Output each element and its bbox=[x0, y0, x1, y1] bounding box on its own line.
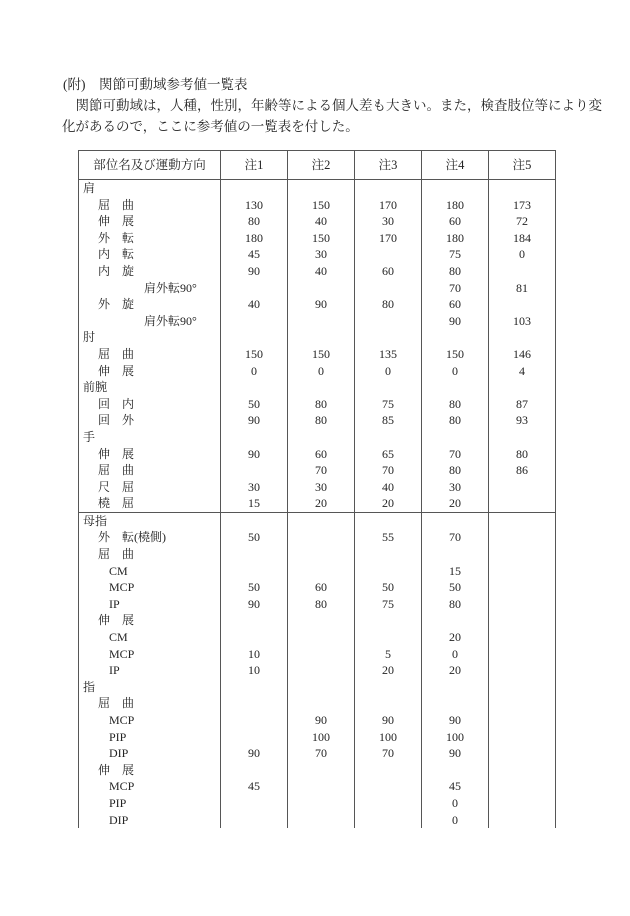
cell-value bbox=[355, 546, 422, 563]
cell-value bbox=[221, 712, 288, 729]
row-label: 手 bbox=[79, 429, 221, 446]
table-header-row bbox=[79, 151, 556, 180]
table-row bbox=[79, 662, 556, 679]
cell-value bbox=[489, 778, 556, 795]
table-row bbox=[79, 213, 556, 230]
cell-value: 90 bbox=[422, 745, 489, 762]
cell-value: 0 bbox=[422, 812, 489, 829]
cell-value bbox=[221, 379, 288, 396]
cell-value: 150 bbox=[422, 346, 489, 363]
cell-value bbox=[288, 762, 355, 779]
table-row bbox=[79, 529, 556, 546]
row-label: DIP bbox=[79, 745, 221, 762]
table-row bbox=[79, 762, 556, 779]
cell-value bbox=[355, 679, 422, 696]
row-label: 伸 展 bbox=[79, 213, 221, 230]
cell-value: 80 bbox=[221, 213, 288, 230]
table-row bbox=[79, 563, 556, 580]
row-label: 前腕 bbox=[79, 379, 221, 396]
cell-value bbox=[288, 563, 355, 580]
cell-value: 70 bbox=[288, 745, 355, 762]
table-row bbox=[79, 263, 556, 280]
cell-value: 20 bbox=[422, 495, 489, 512]
table-row bbox=[79, 479, 556, 496]
table-row bbox=[79, 346, 556, 363]
cell-value: 60 bbox=[422, 296, 489, 313]
cell-value: 30 bbox=[422, 479, 489, 496]
cell-value: 80 bbox=[288, 596, 355, 613]
cell-value: 90 bbox=[288, 296, 355, 313]
header-col-note5: 注5 bbox=[489, 151, 556, 179]
cell-value bbox=[221, 679, 288, 696]
cell-value bbox=[355, 612, 422, 629]
cell-value: 90 bbox=[221, 263, 288, 280]
table-row bbox=[79, 579, 556, 596]
row-label: PIP bbox=[79, 729, 221, 746]
header-col-note4: 注4 bbox=[422, 151, 489, 179]
cell-value bbox=[221, 280, 288, 297]
cell-value bbox=[221, 513, 288, 530]
cell-value: 75 bbox=[355, 596, 422, 613]
cell-value bbox=[489, 563, 556, 580]
table-row bbox=[79, 695, 556, 712]
cell-value: 85 bbox=[355, 412, 422, 429]
cell-value: 55 bbox=[355, 529, 422, 546]
cell-value: 180 bbox=[221, 230, 288, 247]
cell-value: 70 bbox=[288, 462, 355, 479]
cell-value bbox=[422, 379, 489, 396]
cell-value: 70 bbox=[422, 446, 489, 463]
cell-value: 80 bbox=[288, 412, 355, 429]
cell-value bbox=[288, 795, 355, 812]
table-row bbox=[79, 429, 556, 446]
cell-value bbox=[489, 662, 556, 679]
cell-value bbox=[288, 379, 355, 396]
cell-value bbox=[489, 579, 556, 596]
cell-value: 75 bbox=[422, 246, 489, 263]
cell-value: 100 bbox=[422, 729, 489, 746]
table-row bbox=[79, 379, 556, 396]
row-label: DIP bbox=[79, 812, 221, 829]
table-section-upper-limb bbox=[79, 180, 556, 513]
row-label: IP bbox=[79, 662, 221, 679]
document-title: (附) 関節可動域参考値一覧表 bbox=[63, 77, 248, 92]
cell-value bbox=[489, 479, 556, 496]
cell-value: 10 bbox=[221, 646, 288, 663]
cell-value bbox=[288, 812, 355, 829]
cell-value bbox=[288, 546, 355, 563]
row-label: PIP bbox=[79, 795, 221, 812]
table-row bbox=[79, 462, 556, 479]
row-label: 外 旋 bbox=[79, 296, 221, 313]
cell-value bbox=[489, 180, 556, 197]
cell-value bbox=[489, 762, 556, 779]
rom-reference-table bbox=[78, 150, 556, 828]
table-row bbox=[79, 712, 556, 729]
cell-value bbox=[355, 695, 422, 712]
cell-value: 90 bbox=[422, 313, 489, 330]
table-row bbox=[79, 329, 556, 346]
cell-value bbox=[221, 329, 288, 346]
cell-value: 50 bbox=[221, 529, 288, 546]
row-label: CM bbox=[79, 563, 221, 580]
table-row bbox=[79, 230, 556, 247]
cell-value bbox=[221, 546, 288, 563]
cell-value: 80 bbox=[422, 412, 489, 429]
cell-value bbox=[221, 429, 288, 446]
cell-value: 103 bbox=[489, 313, 556, 330]
header-col-note3: 注3 bbox=[355, 151, 422, 179]
cell-value: 0 bbox=[422, 363, 489, 380]
table-row bbox=[79, 396, 556, 413]
cell-value bbox=[288, 646, 355, 663]
row-label: MCP bbox=[79, 579, 221, 596]
cell-value bbox=[288, 280, 355, 297]
cell-value: 45 bbox=[221, 778, 288, 795]
table-row bbox=[79, 646, 556, 663]
row-label: MCP bbox=[79, 712, 221, 729]
row-label: 回 外 bbox=[79, 412, 221, 429]
cell-value: 81 bbox=[489, 280, 556, 297]
cell-value bbox=[489, 596, 556, 613]
cell-value: 150 bbox=[288, 346, 355, 363]
cell-value: 150 bbox=[288, 230, 355, 247]
cell-value: 90 bbox=[221, 446, 288, 463]
cell-value bbox=[355, 379, 422, 396]
row-label: 肩 bbox=[79, 180, 221, 197]
cell-value: 10 bbox=[221, 662, 288, 679]
cell-value: 15 bbox=[422, 563, 489, 580]
cell-value bbox=[355, 280, 422, 297]
cell-value: 90 bbox=[422, 712, 489, 729]
cell-value: 50 bbox=[221, 579, 288, 596]
cell-value: 80 bbox=[288, 396, 355, 413]
cell-value: 70 bbox=[422, 280, 489, 297]
cell-value bbox=[489, 745, 556, 762]
row-label: 屈 曲 bbox=[79, 346, 221, 363]
cell-value: 87 bbox=[489, 396, 556, 413]
row-label: 回 内 bbox=[79, 396, 221, 413]
table-row bbox=[79, 495, 556, 512]
cell-value: 135 bbox=[355, 346, 422, 363]
cell-value bbox=[422, 695, 489, 712]
table-row bbox=[79, 313, 556, 330]
cell-value: 50 bbox=[221, 396, 288, 413]
cell-value bbox=[221, 695, 288, 712]
table-row bbox=[79, 612, 556, 629]
cell-value: 30 bbox=[221, 479, 288, 496]
cell-value: 20 bbox=[355, 495, 422, 512]
cell-value bbox=[489, 795, 556, 812]
cell-value bbox=[221, 795, 288, 812]
row-label: 屈 曲 bbox=[79, 695, 221, 712]
cell-value bbox=[489, 629, 556, 646]
cell-value bbox=[422, 546, 489, 563]
table-row bbox=[79, 513, 556, 530]
table-row bbox=[79, 446, 556, 463]
row-label: 内 旋 bbox=[79, 263, 221, 280]
row-label: 伸 展 bbox=[79, 612, 221, 629]
cell-value: 60 bbox=[422, 213, 489, 230]
table-row bbox=[79, 729, 556, 746]
cell-value: 184 bbox=[489, 230, 556, 247]
table-row bbox=[79, 795, 556, 812]
cell-value: 60 bbox=[288, 446, 355, 463]
cell-value bbox=[422, 513, 489, 530]
row-label: CM bbox=[79, 629, 221, 646]
cell-value bbox=[355, 795, 422, 812]
cell-value: 170 bbox=[355, 230, 422, 247]
cell-value bbox=[288, 695, 355, 712]
cell-value: 45 bbox=[422, 778, 489, 795]
cell-value bbox=[489, 429, 556, 446]
cell-value: 80 bbox=[422, 462, 489, 479]
row-label: 外 転 bbox=[79, 230, 221, 247]
row-label: 屈 曲 bbox=[79, 462, 221, 479]
cell-value bbox=[422, 612, 489, 629]
cell-value bbox=[355, 762, 422, 779]
row-label: 伸 展 bbox=[79, 363, 221, 380]
cell-value bbox=[489, 529, 556, 546]
row-label: 内 転 bbox=[79, 246, 221, 263]
table-row bbox=[79, 546, 556, 563]
table-row bbox=[79, 246, 556, 263]
cell-value: 0 bbox=[221, 363, 288, 380]
row-label: 指 bbox=[79, 679, 221, 696]
cell-value bbox=[355, 313, 422, 330]
table-row bbox=[79, 596, 556, 613]
cell-value bbox=[489, 495, 556, 512]
row-label: MCP bbox=[79, 778, 221, 795]
row-label: IP bbox=[79, 596, 221, 613]
cell-value bbox=[221, 629, 288, 646]
cell-value: 180 bbox=[422, 197, 489, 214]
cell-value: 0 bbox=[422, 795, 489, 812]
cell-value: 50 bbox=[355, 579, 422, 596]
row-label: 尺 屈 bbox=[79, 479, 221, 496]
cell-value bbox=[288, 313, 355, 330]
cell-value bbox=[422, 329, 489, 346]
row-label: 伸 展 bbox=[79, 762, 221, 779]
cell-value: 170 bbox=[355, 197, 422, 214]
cell-value: 0 bbox=[489, 246, 556, 263]
cell-value bbox=[288, 513, 355, 530]
cell-value: 100 bbox=[288, 729, 355, 746]
cell-value bbox=[422, 762, 489, 779]
cell-value bbox=[288, 429, 355, 446]
cell-value bbox=[355, 629, 422, 646]
cell-value: 100 bbox=[355, 729, 422, 746]
row-label: 外 転(橈側) bbox=[79, 529, 221, 546]
cell-value bbox=[288, 612, 355, 629]
cell-value bbox=[355, 563, 422, 580]
cell-value: 90 bbox=[221, 412, 288, 429]
cell-value: 80 bbox=[355, 296, 422, 313]
row-label: 肩外転90° bbox=[79, 280, 221, 297]
intro-line-1: 関節可動域は，人種，性別，年齢等による個人差も大きい。また，検査肢位等により変 bbox=[62, 98, 602, 113]
cell-value: 45 bbox=[221, 246, 288, 263]
cell-value bbox=[489, 695, 556, 712]
cell-value: 80 bbox=[489, 446, 556, 463]
cell-value: 30 bbox=[288, 246, 355, 263]
cell-value bbox=[355, 429, 422, 446]
row-label: 肘 bbox=[79, 329, 221, 346]
header-col-note2: 注2 bbox=[288, 151, 355, 179]
cell-value bbox=[489, 263, 556, 280]
cell-value: 80 bbox=[422, 263, 489, 280]
row-label: 母指 bbox=[79, 513, 221, 530]
cell-value: 150 bbox=[288, 197, 355, 214]
cell-value: 65 bbox=[355, 446, 422, 463]
cell-value bbox=[355, 812, 422, 829]
cell-value: 130 bbox=[221, 197, 288, 214]
table-section-thumb-fingers bbox=[79, 513, 556, 828]
cell-value: 80 bbox=[422, 396, 489, 413]
cell-value: 0 bbox=[355, 363, 422, 380]
cell-value: 150 bbox=[221, 346, 288, 363]
intro-paragraph bbox=[62, 96, 602, 137]
row-label: 伸 展 bbox=[79, 446, 221, 463]
cell-value bbox=[489, 729, 556, 746]
cell-value: 40 bbox=[221, 296, 288, 313]
intro-line-2: 化があるので，ここに参考値の一覧表を付した。 bbox=[62, 118, 359, 134]
cell-value bbox=[221, 762, 288, 779]
cell-value: 15 bbox=[221, 495, 288, 512]
cell-value: 70 bbox=[355, 745, 422, 762]
cell-value: 20 bbox=[422, 629, 489, 646]
cell-value: 40 bbox=[355, 479, 422, 496]
cell-value bbox=[221, 812, 288, 829]
cell-value: 90 bbox=[221, 745, 288, 762]
cell-value: 180 bbox=[422, 230, 489, 247]
cell-value bbox=[221, 462, 288, 479]
cell-value: 72 bbox=[489, 213, 556, 230]
cell-value: 70 bbox=[422, 529, 489, 546]
table-row bbox=[79, 280, 556, 297]
table-row bbox=[79, 679, 556, 696]
cell-value: 4 bbox=[489, 363, 556, 380]
cell-value bbox=[355, 778, 422, 795]
cell-value bbox=[489, 679, 556, 696]
cell-value bbox=[288, 679, 355, 696]
cell-value: 0 bbox=[288, 363, 355, 380]
cell-value bbox=[422, 180, 489, 197]
cell-value bbox=[489, 296, 556, 313]
cell-value bbox=[221, 313, 288, 330]
table-row bbox=[79, 812, 556, 829]
cell-value bbox=[489, 812, 556, 829]
row-label: 屈 曲 bbox=[79, 197, 221, 214]
table-row bbox=[79, 412, 556, 429]
row-label: MCP bbox=[79, 646, 221, 663]
cell-value: 20 bbox=[422, 662, 489, 679]
cell-value bbox=[288, 662, 355, 679]
table-row bbox=[79, 197, 556, 214]
cell-value: 60 bbox=[288, 579, 355, 596]
cell-value: 90 bbox=[288, 712, 355, 729]
cell-value: 90 bbox=[221, 596, 288, 613]
cell-value bbox=[355, 180, 422, 197]
cell-value: 90 bbox=[355, 712, 422, 729]
cell-value bbox=[221, 180, 288, 197]
cell-value bbox=[355, 329, 422, 346]
table-row bbox=[79, 629, 556, 646]
cell-value: 20 bbox=[355, 662, 422, 679]
cell-value: 146 bbox=[489, 346, 556, 363]
cell-value bbox=[422, 429, 489, 446]
cell-value bbox=[288, 329, 355, 346]
cell-value: 40 bbox=[288, 263, 355, 280]
row-label: 屈 曲 bbox=[79, 546, 221, 563]
cell-value: 30 bbox=[355, 213, 422, 230]
cell-value: 20 bbox=[288, 495, 355, 512]
row-label: 橈 屈 bbox=[79, 495, 221, 512]
cell-value: 50 bbox=[422, 579, 489, 596]
cell-value: 30 bbox=[288, 479, 355, 496]
cell-value bbox=[288, 180, 355, 197]
cell-value bbox=[489, 513, 556, 530]
cell-value: 173 bbox=[489, 197, 556, 214]
cell-value bbox=[489, 379, 556, 396]
cell-value bbox=[221, 729, 288, 746]
cell-value bbox=[489, 329, 556, 346]
header-col-part-and-motion: 部位名及び運動方向 bbox=[79, 151, 221, 179]
table-row bbox=[79, 745, 556, 762]
cell-value bbox=[355, 513, 422, 530]
cell-value: 70 bbox=[355, 462, 422, 479]
cell-value bbox=[288, 529, 355, 546]
table-row bbox=[79, 778, 556, 795]
cell-value bbox=[288, 778, 355, 795]
header-col-note1: 注1 bbox=[221, 151, 288, 179]
cell-value bbox=[221, 563, 288, 580]
cell-value bbox=[288, 629, 355, 646]
cell-value bbox=[489, 646, 556, 663]
cell-value bbox=[355, 246, 422, 263]
table-row bbox=[79, 296, 556, 313]
cell-value bbox=[422, 679, 489, 696]
cell-value bbox=[489, 546, 556, 563]
cell-value bbox=[489, 612, 556, 629]
cell-value: 5 bbox=[355, 646, 422, 663]
cell-value bbox=[489, 712, 556, 729]
row-label: 肩外転90° bbox=[79, 313, 221, 330]
table-row bbox=[79, 180, 556, 197]
table-row bbox=[79, 363, 556, 380]
cell-value: 60 bbox=[355, 263, 422, 280]
cell-value: 40 bbox=[288, 213, 355, 230]
cell-value bbox=[221, 612, 288, 629]
cell-value: 80 bbox=[422, 596, 489, 613]
cell-value: 93 bbox=[489, 412, 556, 429]
cell-value: 86 bbox=[489, 462, 556, 479]
cell-value: 75 bbox=[355, 396, 422, 413]
cell-value: 0 bbox=[422, 646, 489, 663]
